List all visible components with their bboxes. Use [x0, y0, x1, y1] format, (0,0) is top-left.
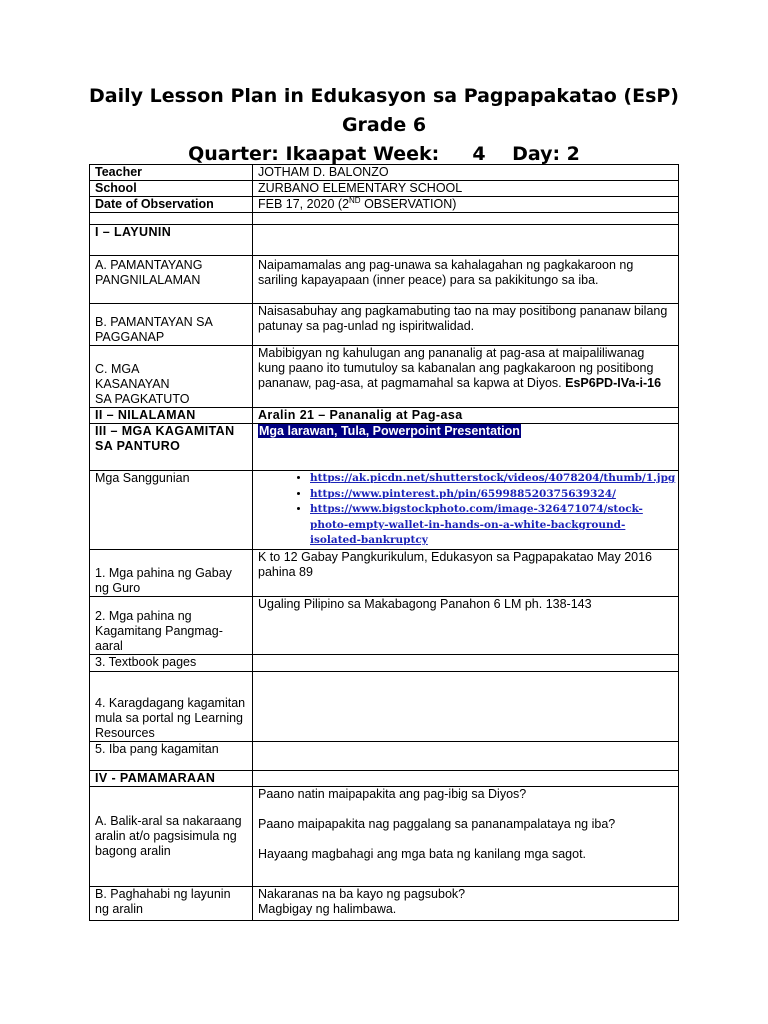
teacher-label: Teacher — [90, 165, 253, 181]
nilalaman-value: Aralin 21 – Pananalig at Pag-asa — [253, 408, 679, 424]
table-row — [90, 408, 679, 424]
pamantayang-pangnilalaman-value: Naipamamalas ang pag-unawa sa kahalagahan ng pagkakaroon ng sariling kapayapaan (inner peace) para sa pakikitungo sa iba. — [253, 256, 679, 304]
table-row — [90, 346, 679, 408]
table-row — [90, 671, 679, 741]
gabay-ng-guro-value: K to 12 Gabay Pangkurikulum, Edukasyon sa Pagpapakatao May 2016 pahina 89 — [253, 549, 679, 596]
table-row — [90, 654, 679, 671]
kasanayan-label-line: C. MGA — [95, 362, 140, 376]
teacher-value: JOTHAM D. BALONZO — [253, 165, 679, 181]
kasanayan-label — [90, 346, 253, 408]
date-ordinal: ND — [349, 196, 361, 205]
table-row — [90, 596, 679, 654]
table-row — [90, 225, 679, 256]
date-text: FEB 17, 2020 (2 — [258, 197, 350, 211]
document-title — [0, 82, 768, 169]
list-item — [310, 471, 676, 487]
balik-aral-label: A. Balik-aral sa nakaraang aralin at/o pagsisimula ng bagong aralin — [90, 786, 253, 886]
empty-cell — [253, 770, 679, 786]
sanggunian-links — [258, 471, 676, 549]
empty-cell — [90, 213, 253, 225]
date-label: Date of Observation — [90, 197, 253, 213]
kagamitang-pangmag-aaral-label: 2. Mga pahina ng Kagamitang Pangmag-aaral — [90, 596, 253, 654]
kagamitan-value-cell — [253, 424, 679, 471]
date-text-rest: OBSERVATION) — [360, 197, 457, 211]
title-line-1: Daily Lesson Plan in Edukasyon sa Pagpapakatao (EsP) — [89, 85, 679, 107]
table-row — [90, 197, 679, 213]
iba-pang-kagamitan-label: 5. Iba pang kagamitan — [90, 741, 253, 770]
school-label: School — [90, 181, 253, 197]
reference-link[interactable]: https://ak.picdn.net/shutterstock/videos/4078204/thumb/1.jpg — [310, 472, 676, 484]
balik-aral-instruction: Hayaang magbahagi ang mga bata ng kanilang mga sagot. — [258, 846, 587, 861]
kagamitan-heading: III – MGA KAGAMITAN SA PANTURO — [90, 424, 253, 471]
karagdagang-kagamitan-label: 4. Karagdagang kagamitan mula sa portal ng Learning Resources — [90, 671, 253, 741]
balik-aral-question-2: Paano maipapakita nag paggalang sa pananampalataya ng iba? — [258, 816, 616, 831]
balik-aral-question-1: Paano natin maipapakita ang pag-ibig sa Diyos? — [258, 786, 527, 801]
pamamaraan-heading: IV - PAMAMARAAN — [90, 770, 253, 786]
table-row — [90, 741, 679, 770]
pamantayang-pangnilalaman-label: A. PAMANTAYANG PANGNILALAMAN — [90, 256, 253, 304]
kasanayan-label-line: SA PAGKATUTO — [95, 392, 190, 406]
kagamitan-value: Mga larawan, Tula, Powerpoint Presentation — [259, 424, 520, 438]
day-label: Day: 2 — [512, 143, 580, 165]
kasanayan-text: Mabibigyan ng kahulugan ang pananalig at pag-asa at maipaliliwanag kung paano ito tumutuloy sa kabanalan ang pagkakaroon ng positibong pananaw, pag-asa, at pagmamahal sa kapwa at Diyos. — [258, 346, 654, 390]
paghahabi-value — [253, 886, 679, 920]
table-row — [90, 256, 679, 304]
date-value — [253, 197, 679, 213]
gabay-ng-guro-label: 1. Mga pahina ng Gabay ng Guro — [90, 549, 253, 596]
paghahabi-instruction: Magbigay ng halimbawa. — [258, 901, 397, 916]
kasanayan-label-line: KASANAYAN — [95, 377, 170, 391]
school-value: ZURBANO ELEMENTARY SCHOOL — [253, 181, 679, 197]
table-row — [90, 181, 679, 197]
table-row — [90, 471, 679, 550]
table-row — [90, 165, 679, 181]
pamantayan-sa-pagganap-label: B. PAMANTAYAN SA PAGGANAP — [90, 304, 253, 346]
lesson-plan-table — [89, 164, 679, 921]
reference-link[interactable]: https://www.bigstockphoto.com/image-326471074/stock-photo-empty-wallet-in-hands-on-a-white-background-isolated-bankruptcy — [310, 503, 643, 546]
layunin-heading: I – LAYUNIN — [90, 225, 253, 256]
pamantayan-sa-pagganap-value: Naisasabuhay ang pagkamabuting tao na may positibong pananaw bilang patunay sa pag-unlad ng ispiritwalidad. — [253, 304, 679, 346]
sanggunian-links-cell — [253, 471, 679, 550]
competency-code: EsP6PD-IVa-i-16 — [565, 376, 662, 390]
list-item — [310, 502, 673, 549]
empty-cell — [253, 225, 679, 256]
table-row-empty — [90, 213, 679, 225]
paghahabi-question: Nakaranas na ba kayo ng pagsubok? — [258, 886, 466, 901]
list-item — [310, 487, 673, 503]
karagdagang-kagamitan-value — [253, 671, 679, 741]
paghahabi-label: B. Paghahabi ng layunin ng aralin — [90, 886, 253, 920]
iba-pang-kagamitan-value — [253, 741, 679, 770]
kasanayan-value — [253, 346, 679, 408]
table-row — [90, 886, 679, 920]
kagamitang-pangmag-aaral-value: Ugaling Pilipino sa Makabagong Panahon 6 LM ph. 138-143 — [253, 596, 679, 654]
table-row — [90, 304, 679, 346]
empty-cell — [253, 213, 679, 225]
table-row — [90, 549, 679, 596]
balik-aral-value — [253, 786, 679, 886]
textbook-pages-label: 3. Textbook pages — [90, 654, 253, 671]
nilalaman-heading: II – NILALAMAN — [90, 408, 253, 424]
textbook-pages-value — [253, 654, 679, 671]
week-value: 4 — [472, 143, 486, 165]
table-row — [90, 424, 679, 471]
reference-link[interactable]: https://www.pinterest.ph/pin/659988520375639324/ — [310, 487, 616, 500]
title-line-2: Grade 6 — [341, 114, 427, 136]
sanggunian-label: Mga Sanggunian — [90, 471, 253, 550]
table-row — [90, 786, 679, 886]
quarter-label: Quarter: Ikaapat Week: — [188, 143, 440, 165]
table-row — [90, 770, 679, 786]
